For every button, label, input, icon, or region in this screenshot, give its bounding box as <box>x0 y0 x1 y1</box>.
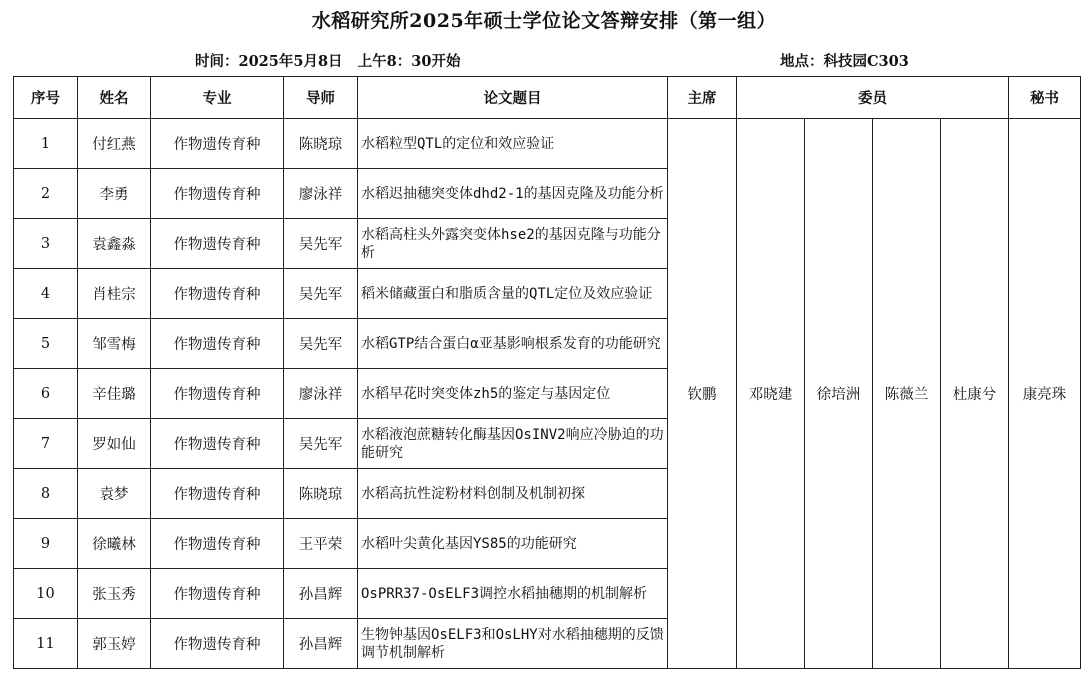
header-name: 姓名 <box>78 77 151 119</box>
thesis-topic: 稻米储藏蛋白和脂质含量的QTL定位及效应验证 <box>358 269 668 319</box>
student-name: 辛佳璐 <box>78 369 151 419</box>
student-major: 作物遗传育种 <box>151 419 284 469</box>
header-advisor: 导师 <box>284 77 358 119</box>
thesis-topic: 水稻高柱头外露突变体hse2的基因克隆与功能分析 <box>358 219 668 269</box>
student-major: 作物遗传育种 <box>151 119 284 169</box>
defense-location: 地点：科技园C303 <box>780 53 909 70</box>
student-index: 6 <box>14 369 78 419</box>
thesis-topic: 水稻粒型QTL的定位和效应验证 <box>358 119 668 169</box>
student-name: 肖桂宗 <box>78 269 151 319</box>
student-name: 付红燕 <box>78 119 151 169</box>
student-name: 袁梦 <box>78 469 151 519</box>
student-name: 袁鑫淼 <box>78 219 151 269</box>
student-name: 罗如仙 <box>78 419 151 469</box>
student-name: 郭玉婷 <box>78 619 151 669</box>
thesis-topic: 水稻迟抽穗突变体dhd2-1的基因克隆及功能分析 <box>358 169 668 219</box>
student-advisor: 吴先军 <box>284 269 358 319</box>
student-index: 8 <box>14 469 78 519</box>
committee-member-1: 邓晓建 <box>737 119 805 669</box>
student-major: 作物遗传育种 <box>151 469 284 519</box>
student-name: 邹雪梅 <box>78 319 151 369</box>
student-major: 作物遗传育种 <box>151 519 284 569</box>
student-name: 张玉秀 <box>78 569 151 619</box>
header-major: 专业 <box>151 77 284 119</box>
thesis-topic: 水稻GTP结合蛋白α亚基影响根系发育的功能研究 <box>358 319 668 369</box>
header-secretary: 秘书 <box>1009 77 1081 119</box>
defense-time: 时间：2025年5月8日 上午8：30开始 <box>195 53 461 70</box>
committee-member-4: 杜康兮 <box>941 119 1009 669</box>
student-advisor: 陈晓琼 <box>284 469 358 519</box>
header-index: 序号 <box>14 77 78 119</box>
student-major: 作物遗传育种 <box>151 219 284 269</box>
committee-member-2: 徐培洲 <box>805 119 873 669</box>
student-index: 3 <box>14 219 78 269</box>
student-major: 作物遗传育种 <box>151 569 284 619</box>
page-title: 水稻研究所2025年硕士学位论文答辩安排（第一组） <box>311 10 777 32</box>
header-chair: 主席 <box>668 77 737 119</box>
student-major: 作物遗传育种 <box>151 169 284 219</box>
thesis-topic: 水稻高抗性淀粉材料创制及机制初探 <box>358 469 668 519</box>
student-advisor: 孙昌辉 <box>284 619 358 669</box>
student-index: 2 <box>14 169 78 219</box>
student-index: 9 <box>14 519 78 569</box>
schedule-table <box>13 76 1081 669</box>
student-major: 作物遗传育种 <box>151 319 284 369</box>
student-index: 10 <box>14 569 78 619</box>
header-topic: 论文题目 <box>358 77 668 119</box>
student-advisor: 陈晓琼 <box>284 119 358 169</box>
student-major: 作物遗传育种 <box>151 619 284 669</box>
committee-chair: 钦鹏 <box>668 119 737 669</box>
student-index: 5 <box>14 319 78 369</box>
student-index: 4 <box>14 269 78 319</box>
committee-secretary: 康亮珠 <box>1009 119 1081 669</box>
student-index: 7 <box>14 419 78 469</box>
committee-member-3: 陈薇兰 <box>873 119 941 669</box>
thesis-topic: OsPRR37-OsELF3调控水稻抽穗期的机制解析 <box>358 569 668 619</box>
student-index: 11 <box>14 619 78 669</box>
thesis-topic: 生物钟基因OsELF3和OsLHY对水稻抽穗期的反馈调节机制解析 <box>358 619 668 669</box>
thesis-topic: 水稻叶尖黄化基因YS85的功能研究 <box>358 519 668 569</box>
student-index: 1 <box>14 119 78 169</box>
thesis-topic: 水稻早花时突变体zh5的鉴定与基因定位 <box>358 369 668 419</box>
student-advisor: 廖泳祥 <box>284 369 358 419</box>
student-name: 李勇 <box>78 169 151 219</box>
table-row <box>14 119 1081 169</box>
student-advisor: 吴先军 <box>284 319 358 369</box>
header-members: 委员 <box>737 77 1009 119</box>
student-major: 作物遗传育种 <box>151 269 284 319</box>
student-name: 徐曦林 <box>78 519 151 569</box>
student-advisor: 吴先军 <box>284 419 358 469</box>
student-advisor: 廖泳祥 <box>284 169 358 219</box>
thesis-topic: 水稻液泡蔗糖转化酶基因OsINV2响应冷胁迫的功能研究 <box>358 419 668 469</box>
student-advisor: 吴先军 <box>284 219 358 269</box>
student-advisor: 孙昌辉 <box>284 569 358 619</box>
header-row <box>14 77 1081 119</box>
student-advisor: 王平荣 <box>284 519 358 569</box>
student-major: 作物遗传育种 <box>151 369 284 419</box>
